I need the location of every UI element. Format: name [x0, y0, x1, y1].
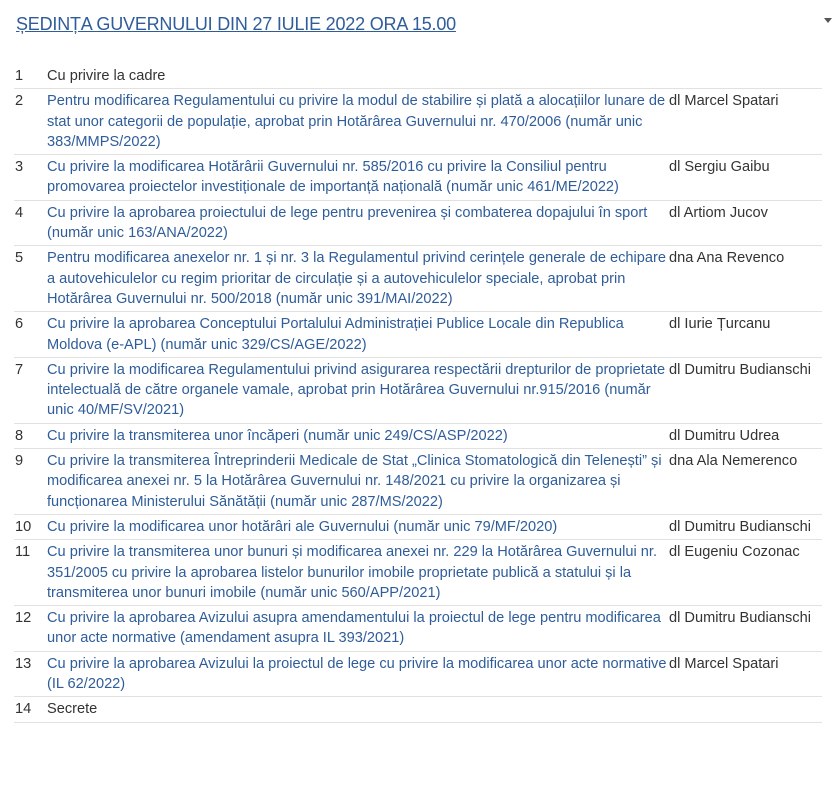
agenda-item-number: 7 [15, 361, 24, 378]
agenda-item-speaker: dl Marcel Spatari [669, 655, 779, 672]
agenda-item-link[interactable]: Cu privire la transmiterea Întreprinderii Medicale de Stat „Clinica Stomatologică din Telenești” și modificarea anexei nr. 5 la Hotărârea Guvernului nr. 148/2021 cu privire la organizarea și funcționarea Ministerului Sănătății (număr unic 287/MS/2022) [47, 453, 662, 510]
agenda-item-link[interactable]: Cu privire la aprobarea proiectului de lege pentru prevenirea și combaterea dopajului în sport (număr unic 163/ANA/2022) [47, 204, 648, 242]
agenda-row [14, 652, 822, 698]
agenda-item-link[interactable]: Cu privire la transmiterea unor încăperi (număr unic 249/CS/ASP/2022) [47, 427, 508, 444]
agenda-item-speaker: dl Marcel Spatari [669, 93, 779, 110]
agenda-item-number: 4 [15, 204, 24, 221]
agenda-row [14, 89, 822, 155]
agenda-item-link[interactable]: Cu privire la aprobarea Conceptului Portalului Administrației Publice Locale din Republica Moldova (e-APL) (număr unic 329/CS/AGE/2022) [47, 316, 624, 353]
agenda-item-speaker: dl Sergiu Gaibu [669, 159, 770, 176]
agenda-item-number: 5 [15, 250, 24, 267]
agenda-item-link[interactable]: Cu privire la modificarea Regulamentului privind asigurarea respectării drepturilor de proprietate intelectuală de către organele vamale, aprobat prin Hotărârea Guvernului nr.915/2016 (număr unic 40/MF/SV/2021) [47, 361, 666, 419]
agenda-item-speaker: dl Dumitru Udrea [669, 427, 780, 444]
agenda-row [14, 201, 822, 247]
agenda-item-speaker: dl Dumitru Budianschi [669, 361, 811, 378]
agenda-row [14, 449, 822, 515]
agenda-item-number: 10 [15, 518, 32, 535]
agenda-item-link[interactable]: Pentru modificarea Regulamentului cu privire la modul de stabilire și plată a alocațiilor lunare de stat unor categorii de populație, aprobat prin Hotărârea Guvernului nr. 470/2006 (număr unic 383/MMPS/2022) [47, 93, 666, 150]
agenda-item-number: 1 [15, 68, 24, 84]
agenda-item-speaker: dl Iurie Țurcanu [669, 316, 771, 333]
agenda-item-number: 3 [15, 159, 24, 176]
agenda-item-speaker: dna Ala Nemerenco [669, 453, 798, 470]
caret-down-icon[interactable] [824, 18, 832, 23]
agenda-item-link[interactable]: Pentru modificarea anexelor nr. 1 și nr. 3 la Regulamentul privind cerințele generale de echipare a autovehiculelor cu regim prioritar de circulație și a autovehiculelor speciale, aprobat prin Hotărârea Guvernului nr. 500/2018 (număr unic 391/MAI/2022) [47, 250, 666, 307]
agenda-row [14, 515, 822, 540]
agenda-item-number: 14 [15, 701, 32, 718]
agenda-table [14, 64, 822, 723]
agenda-row [14, 540, 822, 606]
agenda-row [14, 246, 822, 312]
agenda-item-subject: Cu privire la cadre [47, 68, 166, 84]
agenda-item-link[interactable]: Cu privire la modificarea Hotărârii Guvernului nr. 585/2016 cu privire la Consiliul pentru promovarea proiectelor investiționale de importanță națională (număr unic 461/ME/2022) [47, 159, 619, 196]
agenda-item-link[interactable]: Cu privire la modificarea unor hotărâri ale Guvernului (număr unic 79/MF/2020) [47, 518, 558, 535]
agenda-item-link[interactable]: Cu privire la aprobarea Avizului la proiectul de lege cu privire la modificarea unor acte normative (IL 62/2022) [47, 655, 667, 693]
agenda-item-number: 9 [15, 453, 24, 470]
agenda-row [14, 312, 822, 358]
agenda-item-number: 2 [15, 93, 24, 110]
agenda-item-link[interactable]: Cu privire la aprobarea Avizului asupra amendamentului la proiectul de lege pentru modificarea unor acte normative (amendament asupra IL 393/2021) [47, 610, 661, 647]
page-header [16, 14, 832, 40]
agenda-item-link[interactable]: Cu privire la transmiterea unor bunuri și modificarea anexei nr. 229 la Hotărârea Guvernului nr. 351/2005 cu privire la aprobarea listelor bunurilor imobile proprietate publică a statului și la transmiterea unor bunuri imobile (număr unic 560/APP/2021) [47, 544, 658, 601]
agenda-item-number: 8 [15, 427, 24, 444]
agenda-row [14, 606, 822, 652]
agenda-item-speaker: dl Dumitru Budianschi [669, 518, 811, 535]
agenda-item-number: 12 [15, 610, 32, 627]
agenda-item-speaker: dna Ana Revenco [669, 250, 785, 267]
agenda-row [14, 358, 822, 424]
agenda-row [14, 424, 822, 449]
agenda-row [14, 697, 822, 722]
agenda-item-speaker [669, 66, 822, 86]
page-title[interactable]: ȘEDINȚA GUVERNULUI DIN 27 IULIE 2022 ORA 15.00 [16, 14, 456, 34]
agenda-item-number: 13 [15, 655, 32, 672]
agenda-item-speaker: dl Eugeniu Cozonac [669, 544, 800, 561]
agenda-item-number: 11 [15, 544, 31, 561]
agenda-item-speaker [669, 699, 822, 719]
agenda-item-speaker: dl Artiom Jucov [669, 204, 768, 221]
agenda-row [14, 64, 822, 89]
agenda-item-number: 6 [15, 316, 24, 333]
agenda-item-speaker: dl Dumitru Budianschi [669, 610, 811, 627]
agenda-item-subject: Secrete [47, 701, 98, 718]
agenda-row [14, 155, 822, 201]
